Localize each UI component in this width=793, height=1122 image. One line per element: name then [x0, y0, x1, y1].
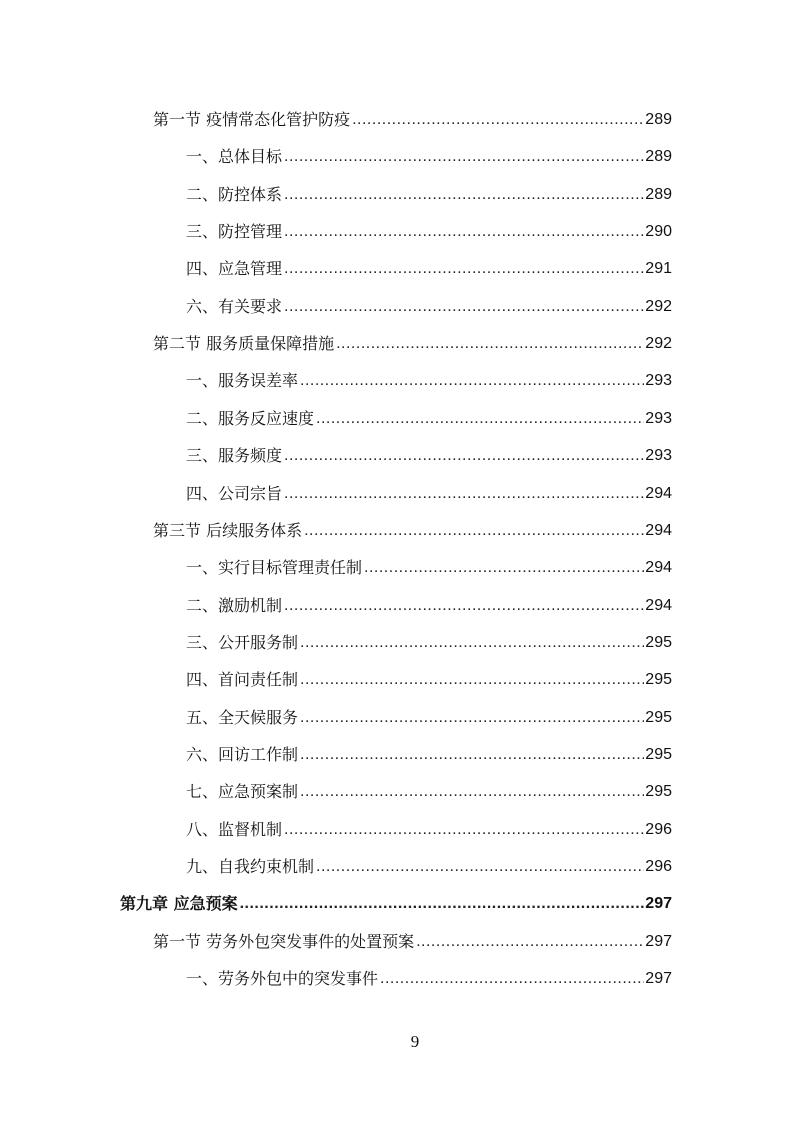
toc-entry-page: 293 [645, 447, 672, 465]
toc-entry-title: 二、服务反应速度 [186, 408, 315, 428]
toc-entry-title: 四、应急管理 [186, 259, 283, 279]
dot-leader [284, 818, 644, 842]
toc-item-entry[interactable] [186, 631, 672, 655]
toc-entry-page: 294 [645, 484, 672, 502]
dot-leader [336, 332, 644, 356]
toc-entry-page: 294 [645, 521, 672, 539]
toc-entry-page: 292 [645, 297, 672, 315]
toc-entry-title: 一、总体目标 [186, 147, 283, 167]
dot-leader [284, 220, 644, 244]
dot-leader [284, 444, 644, 468]
toc-section-entry[interactable] [153, 108, 672, 132]
toc-entry-title: 四、公司宗旨 [186, 483, 283, 503]
toc-entry-page: 291 [645, 260, 672, 278]
dot-leader [316, 855, 644, 879]
dot-leader [300, 631, 644, 655]
toc-entry-title: 一、实行目标管理责任制 [186, 558, 363, 578]
toc-entry-page: 296 [645, 820, 672, 838]
toc-section-entry[interactable] [153, 519, 672, 543]
toc-entry-page: 295 [645, 745, 672, 763]
toc-entry-title: 二、防控体系 [186, 184, 283, 204]
toc-entry-title: 四、首问责任制 [186, 670, 299, 690]
toc-item-entry[interactable] [186, 780, 672, 804]
dot-leader [284, 295, 644, 319]
toc-entry-page: 295 [645, 783, 672, 801]
toc-entry-title: 六、有关要求 [186, 296, 283, 316]
toc-entry-title: 三、公开服务制 [186, 632, 299, 652]
dot-leader [304, 519, 644, 543]
dot-leader [316, 407, 644, 431]
toc-item-entry[interactable] [186, 257, 672, 281]
toc-item-entry[interactable] [186, 220, 672, 244]
toc-entry-page: 290 [645, 223, 672, 241]
toc-item-entry[interactable] [186, 295, 672, 319]
dot-leader [284, 183, 644, 207]
toc-item-entry[interactable] [186, 482, 672, 506]
dot-leader [300, 780, 644, 804]
dot-leader [300, 743, 644, 767]
toc-item-entry[interactable] [186, 668, 672, 692]
dot-leader [300, 369, 644, 393]
toc-entry-page: 295 [645, 671, 672, 689]
toc-entry-page: 294 [645, 596, 672, 614]
toc-entry-page: 295 [645, 708, 672, 726]
toc-entry-title: 第一节 疫情常态化管护防疫 [153, 110, 351, 129]
dot-leader [416, 930, 644, 954]
toc-item-entry[interactable] [186, 818, 672, 842]
toc-entry-title: 六、回访工作制 [186, 744, 299, 764]
dot-leader [284, 257, 644, 281]
toc-item-entry[interactable] [186, 145, 672, 169]
dot-leader [284, 145, 644, 169]
toc-entry-page: 293 [645, 372, 672, 390]
toc-item-entry[interactable] [186, 407, 672, 431]
toc-chapter-entry[interactable] [120, 892, 672, 916]
toc-entry-page: 289 [645, 185, 672, 203]
toc-entry-title: 第二节 服务质量保障措施 [153, 334, 335, 354]
toc-entry-page: 297 [645, 932, 672, 950]
toc-entry-title: 三、防控管理 [186, 222, 283, 242]
toc-section-entry[interactable] [153, 930, 672, 954]
toc-entry-title: 第一节 劳务外包突发事件的处置预案 [153, 931, 415, 951]
toc-entry-title: 五、全天候服务 [186, 707, 299, 727]
toc-entry-title: 九、自我约束机制 [186, 857, 315, 876]
toc-entry-page: 293 [645, 409, 672, 427]
toc-entry-page: 292 [645, 335, 672, 353]
toc-entry-title: 一、服务误差率 [186, 371, 299, 391]
toc-entry-page: 297 [645, 970, 672, 988]
toc-item-entry[interactable] [186, 743, 672, 767]
toc-item-entry[interactable] [186, 444, 672, 468]
toc-entry-page: 296 [645, 858, 672, 875]
toc-item-entry[interactable] [186, 369, 672, 393]
dot-leader [300, 668, 644, 692]
toc-section-entry[interactable] [153, 332, 672, 356]
page-number: 9 [410, 1032, 420, 1051]
dot-leader [364, 556, 644, 580]
toc-item-entry[interactable] [186, 967, 672, 991]
toc-entry-title: 第三节 后续服务体系 [153, 520, 303, 540]
dot-leader [284, 482, 644, 506]
toc-entry-title: 八、监督机制 [186, 819, 283, 839]
toc-entry-title: 七、应急预案制 [186, 782, 299, 802]
toc-entry-title: 二、激励机制 [186, 595, 283, 615]
dot-leader [380, 967, 644, 991]
toc-entry-page: 295 [645, 633, 672, 651]
toc-entry-page: 294 [645, 559, 672, 577]
dot-leader [240, 892, 645, 916]
toc-item-entry[interactable] [186, 594, 672, 618]
dot-leader [284, 594, 644, 618]
toc-entry-page: 297 [645, 895, 672, 913]
toc-item-entry[interactable] [186, 706, 672, 730]
toc-item-entry[interactable] [186, 183, 672, 207]
toc-item-entry[interactable] [186, 855, 672, 879]
toc-entry-title: 第九章 应急预案 [120, 894, 238, 914]
toc-entry-title: 三、服务频度 [186, 446, 283, 466]
toc-item-entry[interactable] [186, 556, 672, 580]
dot-leader [352, 108, 644, 132]
toc-entry-title: 一、劳务外包中的突发事件 [186, 969, 379, 989]
toc-entry-page: 289 [645, 148, 672, 166]
dot-leader [300, 706, 644, 730]
toc-entry-page: 289 [645, 111, 672, 128]
